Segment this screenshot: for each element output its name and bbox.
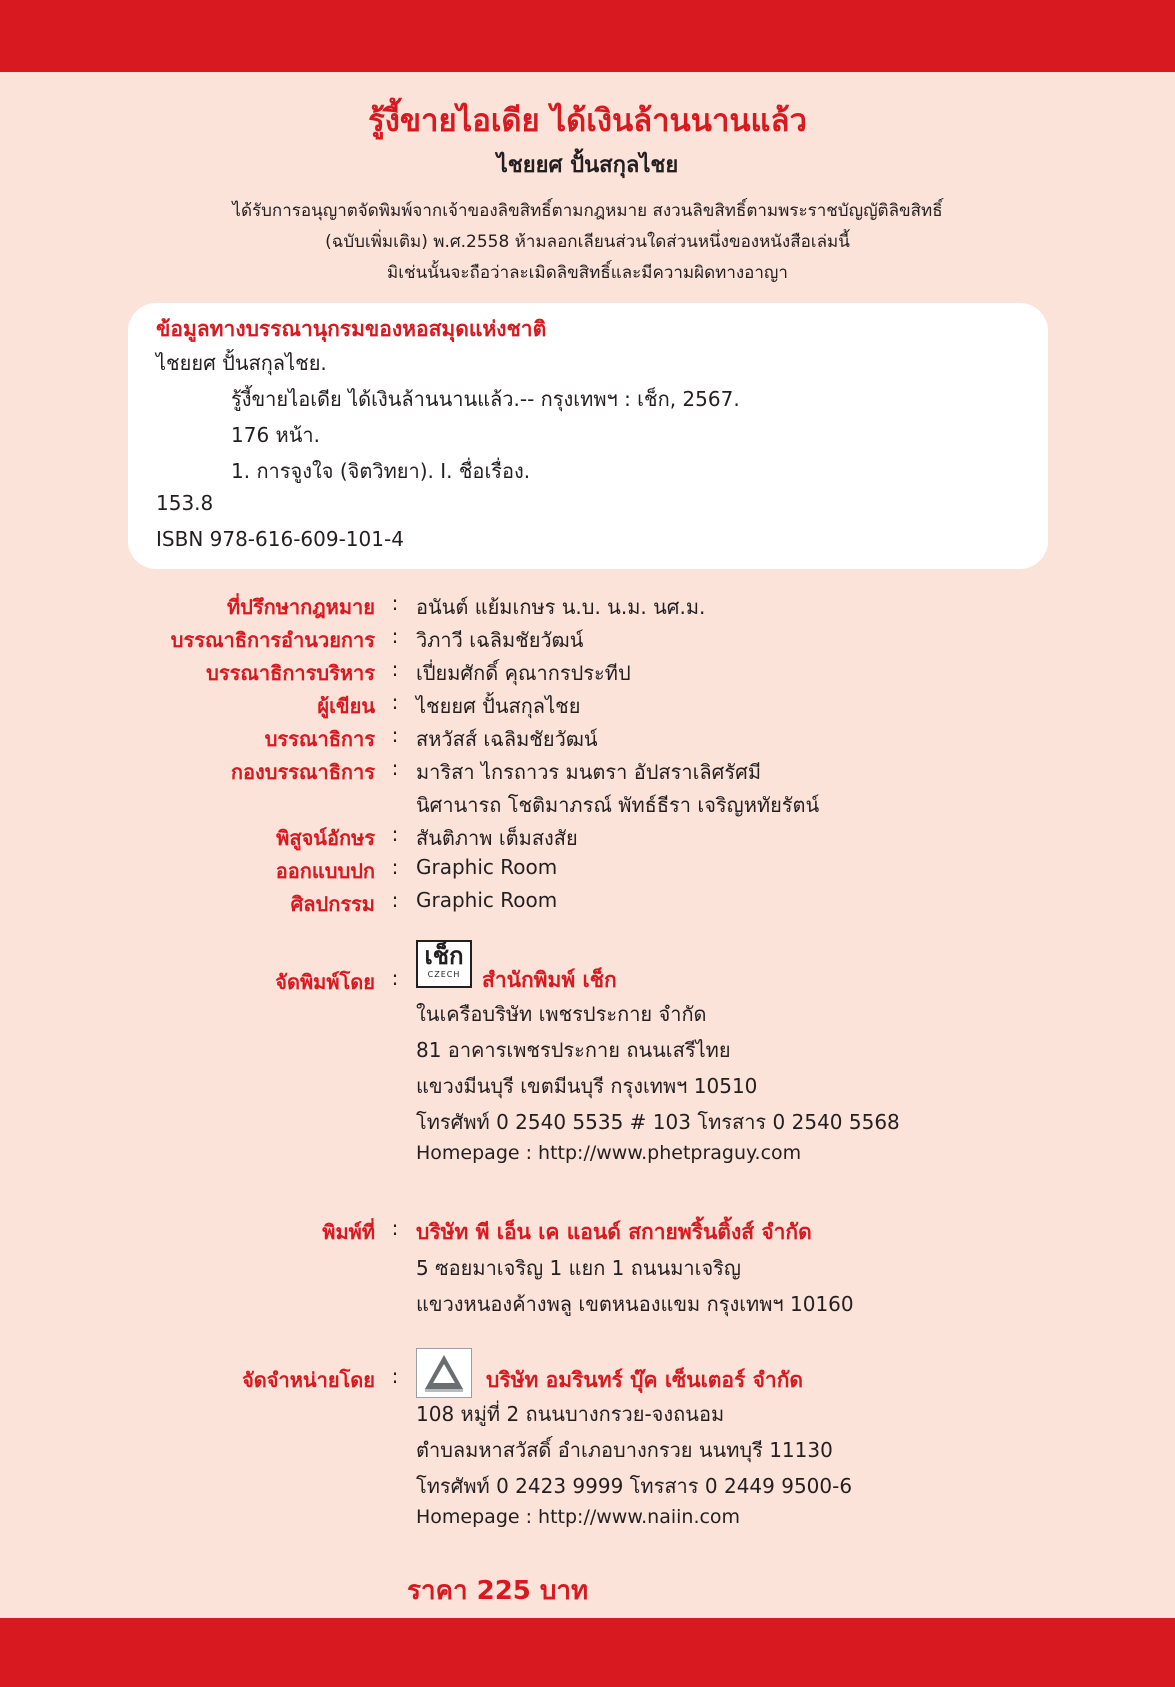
credit-value: Graphic Room (416, 888, 558, 912)
cip-heading: ข้อมูลทางบรรณานุกรมของหอสมุดแห่งชาติ (156, 317, 547, 341)
publisher-line: ในเครือบริษัท เพชรประกาย จำกัด (416, 1002, 707, 1026)
czech-logo: เช็ก CZECH (416, 940, 472, 988)
credit-label: ออกแบบปก (275, 859, 375, 883)
credit-value: ไชยยศ ปั้นสกุลไชย (416, 694, 581, 718)
credit-label: บรรณาธิการบริหาร (206, 661, 375, 685)
distributor-line: โทรศัพท์ 0 2423 9999 โทรสาร 0 2449 9500-6 (416, 1474, 853, 1498)
distributor-block: จัดจำหน่ายโดย : บริษัท อมรินทร์ บุ๊ค เซ็นเตอร์ จำกัด 108 หมู่ที่ 2 ถนนบางกรวย-จงถนอม ตำบลมหาสวัสดิ์ อำเภอบางกรวย นนทบุรี 11130 โทรศัพท์ 0 2423 9999 โทรสาร 0 2449 9500-6 Homepage : http://www.naiin.com (0, 1348, 1175, 1548)
printer-block: พิมพ์ที่ : บริษัท พี เอ็น เค แอนด์ สกายพริ้นติ้งส์ จำกัด 5 ซอยมาเจริญ 1 แยก 1 ถนนมาเจริญ แขวงหนองค้างพลู เขตหนองแขม กรุงเทพฯ 10160 (0, 1216, 1175, 1326)
distributor-homepage: Homepage : http://www.naiin.com (416, 1506, 741, 1528)
price: ราคา 225 บาท (407, 1576, 589, 1606)
credit-value: สหวัสส์ เฉลิมชัยวัฒน์ (416, 727, 598, 751)
distributor-name: บริษัท อมรินทร์ บุ๊ค เซ็นเตอร์ จำกัด (486, 1368, 804, 1392)
printer-line: 5 ซอยมาเจริญ 1 แยก 1 ถนนมาเจริญ (416, 1256, 741, 1280)
cip-subject: 1. การจูงใจ (จิตวิทยา). I. ชื่อเรื่อง. (231, 459, 531, 483)
book-title: รู้งี้ขายไอเดีย ได้เงินล้านนานแล้ว (368, 103, 807, 139)
cip-author-entry: ไชยยศ ปั้นสกุลไชย. (156, 351, 327, 375)
credit-row: ออกแบบปก : Graphic Room (0, 855, 1175, 889)
credit-value: วิภาวี เฉลิมชัยวัฒน์ (416, 628, 584, 652)
printer-name: บริษัท พี เอ็น เค แอนด์ สกายพริ้นติ้งส์ จำกัด (416, 1220, 812, 1244)
cip-classification: 153.8 (156, 491, 214, 515)
copyright-notice (150, 196, 1025, 289)
credit-row: บรรณาธิการ : สหวัสส์ เฉลิมชัยวัฒน์ (0, 723, 1175, 757)
cip-isbn: ISBN 978-616-609-101-4 (156, 527, 404, 551)
credit-row: พิสูจน์อักษร : สันติภาพ เต็มสงสัย (0, 822, 1175, 856)
credit-label: กองบรรณาธิการ (230, 760, 375, 784)
publisher-line: แขวงมีนบุรี เขตมีนบุรี กรุงเทพฯ 10510 (416, 1074, 758, 1098)
credit-label: ศิลปกรรม (290, 892, 375, 916)
publisher-name: สำนักพิมพ์ เช็ก (482, 968, 617, 992)
credit-value: สันติภาพ เต็มสงสัย (416, 826, 578, 850)
credit-label: ผู้เขียน (317, 694, 375, 718)
credit-value: นิศานารถ โชติมาภรณ์ พัทธ์ธีรา เจริญหทัยรัตน์ (416, 793, 820, 817)
credit-label: ที่ปรึกษากฎหมาย (227, 595, 375, 619)
credit-row: บรรณาธิการอำนวยการ : วิภาวี เฉลิมชัยวัฒน์ (0, 624, 1175, 658)
publisher-homepage: Homepage : http://www.phetpraguy.com (416, 1142, 802, 1164)
credit-row: กองบรรณาธิการ : มาริสา ไกรถาวร มนตรา อัปสราเลิศรัศมี (0, 756, 1175, 790)
copyright-line: มิเช่นนั้นจะถือว่าละเมิดลิขสิทธิ์และมีความผิดทางอาญา (387, 263, 788, 283)
credit-label: บรรณาธิการอำนวยการ (170, 628, 375, 652)
credit-row: บรรณาธิการบริหาร : เปี่ยมศักดิ์ คุณากรประทีป (0, 657, 1175, 691)
credit-label: บรรณาธิการ (264, 727, 375, 751)
publisher-line: 81 อาคารเพชรประกาย ถนนเสรีไทย (416, 1038, 731, 1062)
credit-row: ศิลปกรรม : Graphic Room (0, 888, 1175, 922)
publisher-label: จัดพิมพ์โดย (275, 970, 375, 994)
credit-value: Graphic Room (416, 855, 558, 879)
top-red-band (0, 0, 1175, 72)
book-author: ไชยยศ ปั้นสกุลไชย (496, 153, 679, 178)
credit-row: ผู้เขียน : ไชยยศ ปั้นสกุลไชย (0, 690, 1175, 724)
bottom-red-band (0, 1618, 1175, 1687)
credit-value: อนันต์ แย้มเกษร น.บ. น.ม. นศ.ม. (416, 595, 706, 619)
publisher-line: โทรศัพท์ 0 2540 5535 # 103 โทรสาร 0 2540 5568 (416, 1110, 900, 1134)
cip-pages: 176 หน้า. (231, 423, 320, 447)
cip-box (128, 303, 1048, 569)
distributor-line: ตำบลมหาสวัสดิ์ อำเภอบางกรวย นนทบุรี 11130 (416, 1438, 833, 1462)
distributor-line: 108 หมู่ที่ 2 ถนนบางกรวย-จงถนอม (416, 1402, 725, 1426)
printer-line: แขวงหนองค้างพลู เขตหนองแขม กรุงเทพฯ 10160 (416, 1292, 854, 1316)
credit-label: พิสูจน์อักษร (276, 826, 375, 850)
credit-value: เปี่ยมศักดิ์ คุณากรประทีป (416, 661, 631, 685)
cip-title-entry: รู้งี้ขายไอเดีย ได้เงินล้านนานแล้ว.-- กรุงเทพฯ : เช็ก, 2567. (231, 387, 740, 411)
credit-row: ที่ปรึกษากฎหมาย : อนันต์ แย้มเกษร น.บ. น.ม. นศ.ม. (0, 591, 1175, 625)
distributor-label: จัดจำหน่ายโดย (242, 1368, 375, 1392)
publisher-block: จัดพิมพ์โดย : เช็ก CZECH สำนักพิมพ์ เช็ก ในเครือบริษัท เพชรประกาย จำกัด 81 อาคารเพชรประกาย ถนนเสรีไทย แขวงมีนบุรี เขตมีนบุรี กรุงเทพฯ 10510 โทรศัพท์ 0 2540 5535 # 103 โทรสาร 0 2540 5568 Homepage : http://www.phetpraguy.com (0, 940, 1175, 1140)
credit-value: มาริสา ไกรถาวร มนตรา อัปสราเลิศรัศมี (416, 760, 761, 784)
copyright-line: (ฉบับเพิ่มเติม) พ.ศ.2558 ห้ามลอกเลียนส่วนใดส่วนหนึ่งของหนังสือเล่มนี้ (325, 232, 850, 252)
credit-row-continued (0, 789, 1175, 823)
triangle-logo-icon (417, 1349, 471, 1397)
amarin-logo (416, 1348, 472, 1398)
printer-label: พิมพ์ที่ (322, 1220, 375, 1244)
copyright-line: ได้รับการอนุญาตจัดพิมพ์จากเจ้าของลิขสิทธิ์ตามกฎหมาย สงวนลิขสิทธิ์ตามพระราชบัญญัติลิขสิทธิ์ (232, 201, 943, 221)
